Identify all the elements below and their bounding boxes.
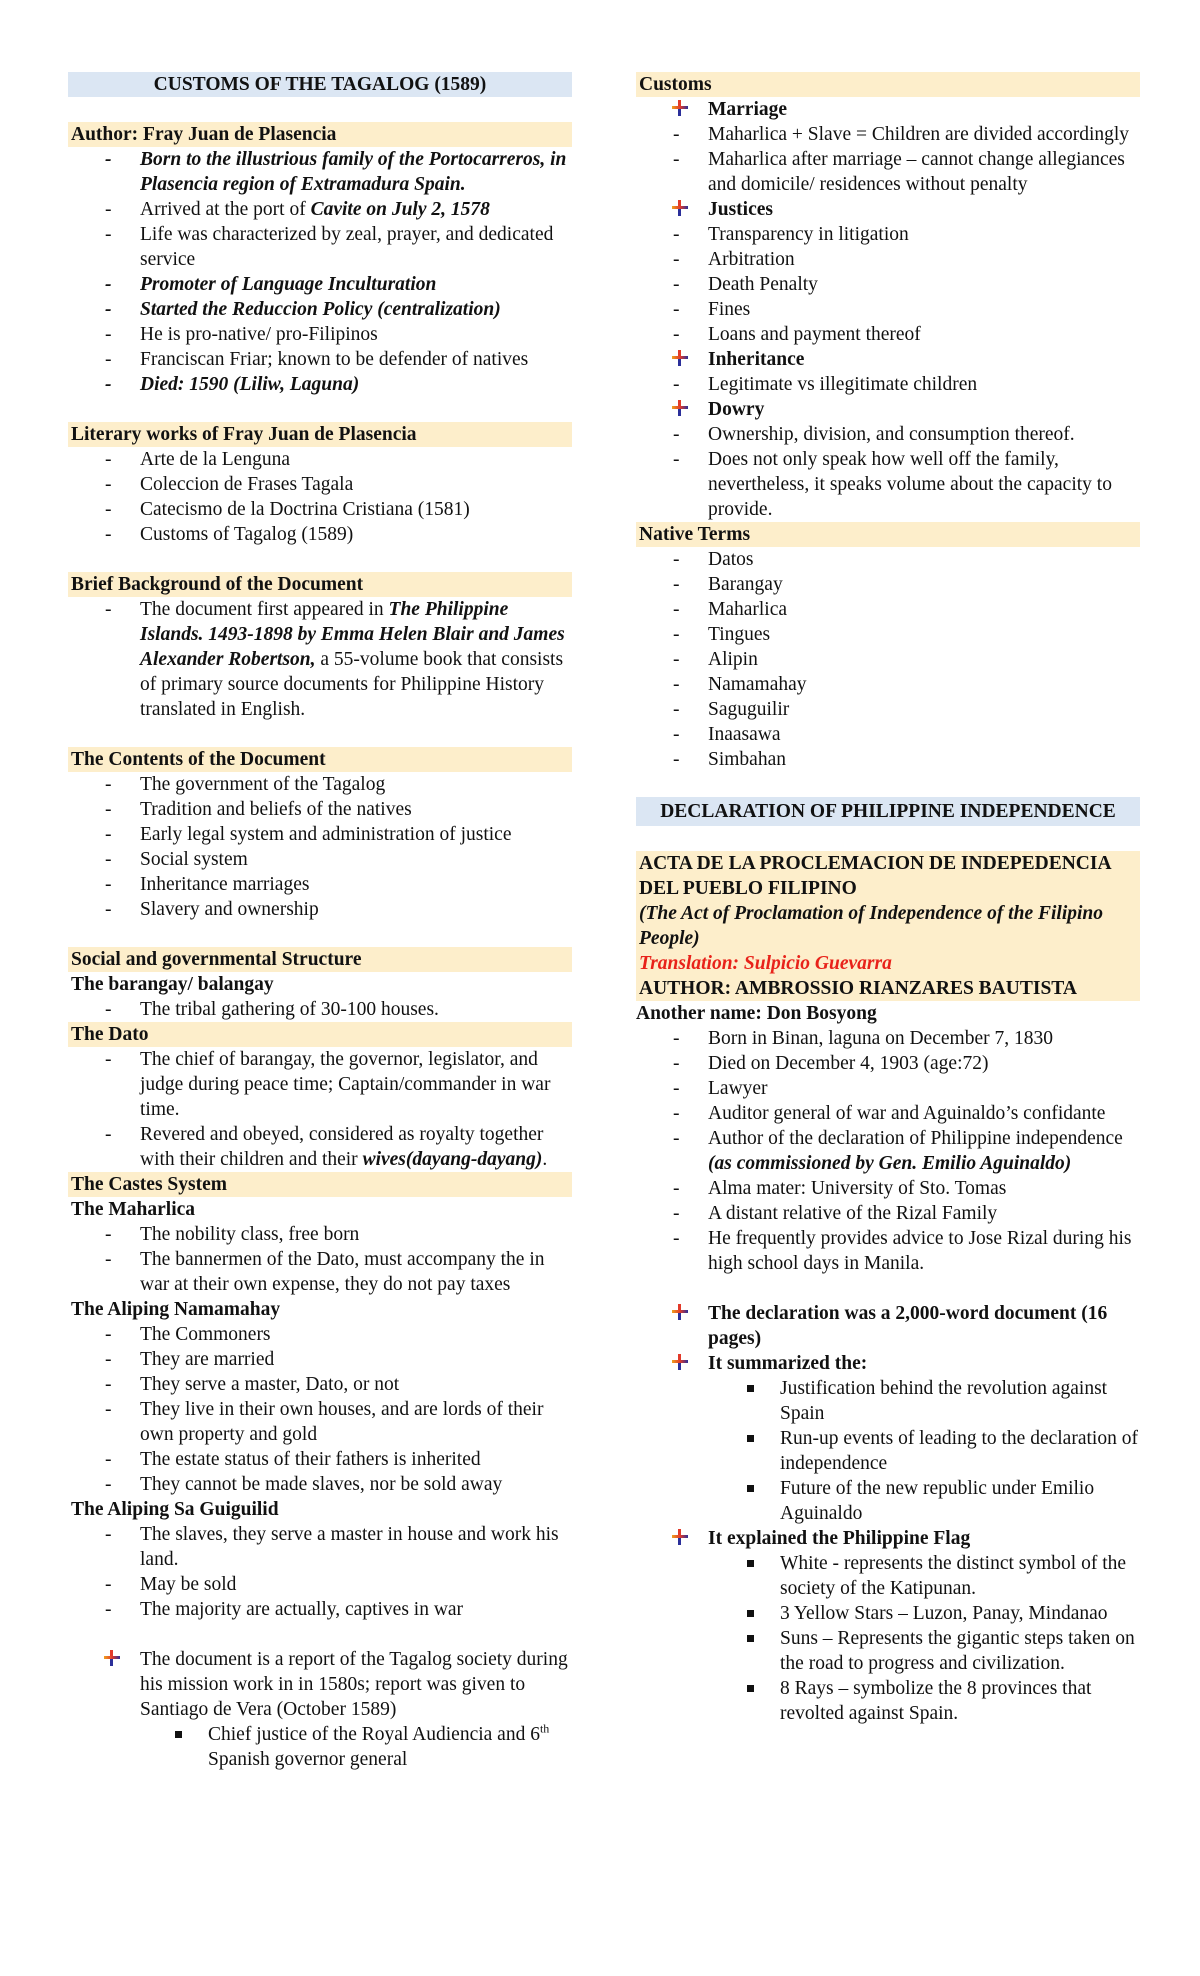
list-item: Suns – Represents the gigantic steps taken on the road to progress and civilization. bbox=[636, 1626, 1140, 1676]
list-item: White - represents the distinct symbol of the society of the Katipunan. bbox=[636, 1551, 1140, 1601]
report-sublist bbox=[68, 1722, 572, 1772]
list-item: - Revered and obeyed, considered as royalty together with their children and their wives(dayang-dayang). bbox=[68, 1122, 572, 1172]
inheritance-title: Inheritance bbox=[636, 347, 1140, 372]
marriage-title: Marriage bbox=[636, 97, 1140, 122]
list-item: - Coleccion de Frases Tagala bbox=[68, 472, 572, 497]
list-item: - Tradition and beliefs of the natives bbox=[68, 797, 572, 822]
list-item: - Does not only speak how well off the family, nevertheless, it speaks volume about the capacity to provide. bbox=[636, 447, 1140, 522]
plus-bullet-icon bbox=[672, 100, 688, 116]
guiguilid-title: The Aliping Sa Guiguilid bbox=[71, 1499, 279, 1520]
list-item: - Early legal system and administration of justice bbox=[68, 822, 572, 847]
customs-header: Customs bbox=[636, 72, 1140, 97]
list-item: - Life was characterized by zeal, prayer, and dedicated service bbox=[68, 222, 572, 272]
background-header: Brief Background of the Document bbox=[68, 572, 572, 597]
dowry-list bbox=[636, 422, 1140, 522]
list-item: 3 Yellow Stars – Luzon, Panay, Mindanao bbox=[636, 1601, 1140, 1626]
list-item: - They cannot be made slaves, nor be sold away bbox=[68, 1472, 572, 1497]
declaration-title: DECLARATION OF PHILIPPINE INDEPENDENCE bbox=[636, 797, 1140, 826]
list-item: - Ownership, division, and consumption thereof. bbox=[636, 422, 1140, 447]
list-item: - Barangay bbox=[636, 572, 1140, 597]
list-item: - The Commoners bbox=[68, 1322, 572, 1347]
report-item: The document is a report of the Tagalog society during his mission work in in 1580s; report was given to Santiago de Vera (October 1589) bbox=[68, 1647, 572, 1722]
list-item: - Tingues bbox=[636, 622, 1140, 647]
list-item: - The nobility class, free born bbox=[68, 1222, 572, 1247]
summarized-list bbox=[636, 1376, 1140, 1526]
list-item: - Born to the illustrious family of the Portocarreros, in Plasencia region of Extramadura Spain. bbox=[68, 147, 572, 197]
list-item: - Alma mater: University of Sto. Tomas bbox=[636, 1176, 1140, 1201]
list-item: - The bannermen of the Dato, must accompany the in war at their own expense, they do not pay taxes bbox=[68, 1247, 572, 1297]
dato-header: The Dato bbox=[68, 1022, 572, 1047]
maharlica-list bbox=[68, 1222, 572, 1297]
list-item: - Auditor general of war and Aguinaldo’s confidante bbox=[636, 1101, 1140, 1126]
plus-bullet-icon bbox=[672, 1529, 688, 1545]
list-item: - Started the Reduccion Policy (centralization) bbox=[68, 297, 572, 322]
background-list bbox=[68, 597, 572, 722]
plus-bullet-icon bbox=[104, 1650, 120, 1666]
castes-header: The Castes System bbox=[68, 1172, 572, 1197]
list-item: - Catecismo de la Doctrina Cristiana (1581) bbox=[68, 497, 572, 522]
namamahay-list bbox=[68, 1322, 572, 1497]
acta-box bbox=[636, 851, 1140, 1001]
author-header: Author: Fray Juan de Plasencia bbox=[68, 122, 572, 147]
another-name: Another name: Don Bosyong bbox=[636, 1003, 877, 1024]
list-item: - Simbahan bbox=[636, 747, 1140, 772]
square-bullet-icon bbox=[175, 1731, 182, 1738]
square-bullet-icon bbox=[747, 1685, 754, 1692]
list-item: - They live in their own houses, and are lords of their own property and gold bbox=[68, 1397, 572, 1447]
list-item: - Saguguilir bbox=[636, 697, 1140, 722]
list-item: - Slavery and ownership bbox=[68, 897, 572, 922]
dato-list bbox=[68, 1047, 572, 1172]
list-item: - The estate status of their fathers is inherited bbox=[68, 1447, 572, 1472]
list-item: - Arrived at the port of Cavite on July 2, 1578 bbox=[68, 197, 572, 222]
contents-header: The Contents of the Document bbox=[68, 747, 572, 772]
list-item: - May be sold bbox=[68, 1572, 572, 1597]
list-item: - He frequently provides advice to Jose Rizal during his high school days in Manila. bbox=[636, 1226, 1140, 1276]
list-item: - Maharlica + Slave = Children are divided accordingly bbox=[636, 122, 1140, 147]
flag-title: It explained the Philippine Flag bbox=[636, 1526, 1140, 1551]
left-column bbox=[68, 72, 572, 1772]
list-item: - Loans and payment thereof bbox=[636, 322, 1140, 347]
list-item: - Maharlica bbox=[636, 597, 1140, 622]
maharlica-title: The Maharlica bbox=[71, 1199, 196, 1220]
list-item: - They are married bbox=[68, 1347, 572, 1372]
list-item: - Alipin bbox=[636, 647, 1140, 672]
list-item: - Arte de la Lenguna bbox=[68, 447, 572, 472]
translator: Translation: Sulpicio Guevarra bbox=[639, 953, 892, 974]
square-bullet-icon bbox=[747, 1435, 754, 1442]
list-item: - Arbitration bbox=[636, 247, 1140, 272]
list-item: - Inheritance marriages bbox=[68, 872, 572, 897]
plus-bullet-icon bbox=[672, 1354, 688, 1370]
justices-list bbox=[636, 222, 1140, 347]
flag-list bbox=[636, 1551, 1140, 1726]
list-item: Run-up events of leading to the declaration of independence bbox=[636, 1426, 1140, 1476]
social-header: Social and governmental Structure bbox=[68, 947, 572, 972]
square-bullet-icon bbox=[747, 1485, 754, 1492]
list-item: - Promoter of Language Inculturation bbox=[68, 272, 572, 297]
list-item: - Franciscan Friar; known to be defender of natives bbox=[68, 347, 572, 372]
list-item: - The government of the Tagalog bbox=[68, 772, 572, 797]
list-item: - Death Penalty bbox=[636, 272, 1140, 297]
list-item: - Inaasawa bbox=[636, 722, 1140, 747]
square-bullet-icon bbox=[747, 1635, 754, 1642]
declaration-words-item: The declaration was a 2,000-word document (16 pages) bbox=[636, 1301, 1140, 1351]
list-item: - Died: 1590 (Liliw, Laguna) bbox=[68, 372, 572, 397]
literary-header: Literary works of Fray Juan de Plasencia bbox=[68, 422, 572, 447]
list-item: - Namamahay bbox=[636, 672, 1140, 697]
list-item: - Transparency in litigation bbox=[636, 222, 1140, 247]
list-item: Chief justice of the Royal Audiencia and 6th Spanish governor general bbox=[68, 1722, 572, 1772]
native-terms-header: Native Terms bbox=[636, 522, 1140, 547]
customs-title: CUSTOMS OF THE TAGALOG (1589) bbox=[68, 72, 572, 97]
acta-title: ACTA DE LA PROCLEMACION DE INDEPEDENCIA DEL PUEBLO FILIPINO bbox=[639, 853, 1111, 899]
plus-bullet-icon bbox=[672, 1304, 688, 1320]
namamahay-title: The Aliping Namamahay bbox=[71, 1299, 281, 1320]
list-item: - Fines bbox=[636, 297, 1140, 322]
inheritance-list bbox=[636, 372, 1140, 397]
list-item: - Customs of Tagalog (1589) bbox=[68, 522, 572, 547]
marriage-list bbox=[636, 122, 1140, 197]
list-item: - Died on December 4, 1903 (age:72) bbox=[636, 1051, 1140, 1076]
square-bullet-icon bbox=[747, 1385, 754, 1392]
list-item: - Born in Binan, laguna on December 7, 1830 bbox=[636, 1026, 1140, 1051]
list-item: - Datos bbox=[636, 547, 1140, 572]
list-item: - He is pro-native/ pro-Filipinos bbox=[68, 322, 572, 347]
list-item: Justification behind the revolution against Spain bbox=[636, 1376, 1140, 1426]
plus-bullet-icon bbox=[672, 200, 688, 216]
list-item: - The slaves, they serve a master in house and work his land. bbox=[68, 1522, 572, 1572]
summarized-title: It summarized the: bbox=[636, 1351, 1140, 1376]
list-item: - The tribal gathering of 30-100 houses. bbox=[68, 997, 572, 1022]
justices-title: Justices bbox=[636, 197, 1140, 222]
acta-translation: (The Act of Proclamation of Independence of the Filipino People) bbox=[639, 903, 1104, 949]
list-item: - The document first appeared in The Philippine Islands. 1493-1898 by Emma Helen Blair and James Alexander Robertson, a 55-volume book that consists of primary source documents for Philippine History translated in English. bbox=[68, 597, 572, 722]
list-item: 8 Rays – symbolize the 8 provinces that revolted against Spain. bbox=[636, 1676, 1140, 1726]
plus-bullet-icon bbox=[672, 350, 688, 366]
literary-list bbox=[68, 447, 572, 547]
contents-list bbox=[68, 772, 572, 922]
dowry-title: Dowry bbox=[636, 397, 1140, 422]
list-item: - They serve a master, Dato, or not bbox=[68, 1372, 572, 1397]
plus-bullet-icon bbox=[672, 400, 688, 416]
list-item: - Social system bbox=[68, 847, 572, 872]
list-item: - A distant relative of the Rizal Family bbox=[636, 1201, 1140, 1226]
guiguilid-list bbox=[68, 1522, 572, 1622]
list-item: - Legitimate vs illegitimate children bbox=[636, 372, 1140, 397]
barangay-title: The barangay/ balangay bbox=[71, 974, 274, 995]
list-item: - Maharlica after marriage – cannot change allegiances and domicile/ residences without penalty bbox=[636, 147, 1140, 197]
author-name: AUTHOR: AMBROSSIO RIANZARES BAUTISTA bbox=[639, 978, 1077, 999]
right-column bbox=[636, 72, 1140, 1726]
bio-list bbox=[636, 1026, 1140, 1276]
author-list bbox=[68, 147, 572, 397]
list-item: - The chief of barangay, the governor, legislator, and judge during peace time; Captain/commander in war time. bbox=[68, 1047, 572, 1122]
list-item: - Lawyer bbox=[636, 1076, 1140, 1101]
native-terms-list bbox=[636, 547, 1140, 772]
list-item: - The majority are actually, captives in war bbox=[68, 1597, 572, 1622]
barangay-list bbox=[68, 997, 572, 1022]
square-bullet-icon bbox=[747, 1610, 754, 1617]
list-item: Future of the new republic under Emilio Aguinaldo bbox=[636, 1476, 1140, 1526]
square-bullet-icon bbox=[747, 1560, 754, 1567]
list-item: - Author of the declaration of Philippine independence (as commissioned by Gen. Emilio Aguinaldo) bbox=[636, 1126, 1140, 1176]
